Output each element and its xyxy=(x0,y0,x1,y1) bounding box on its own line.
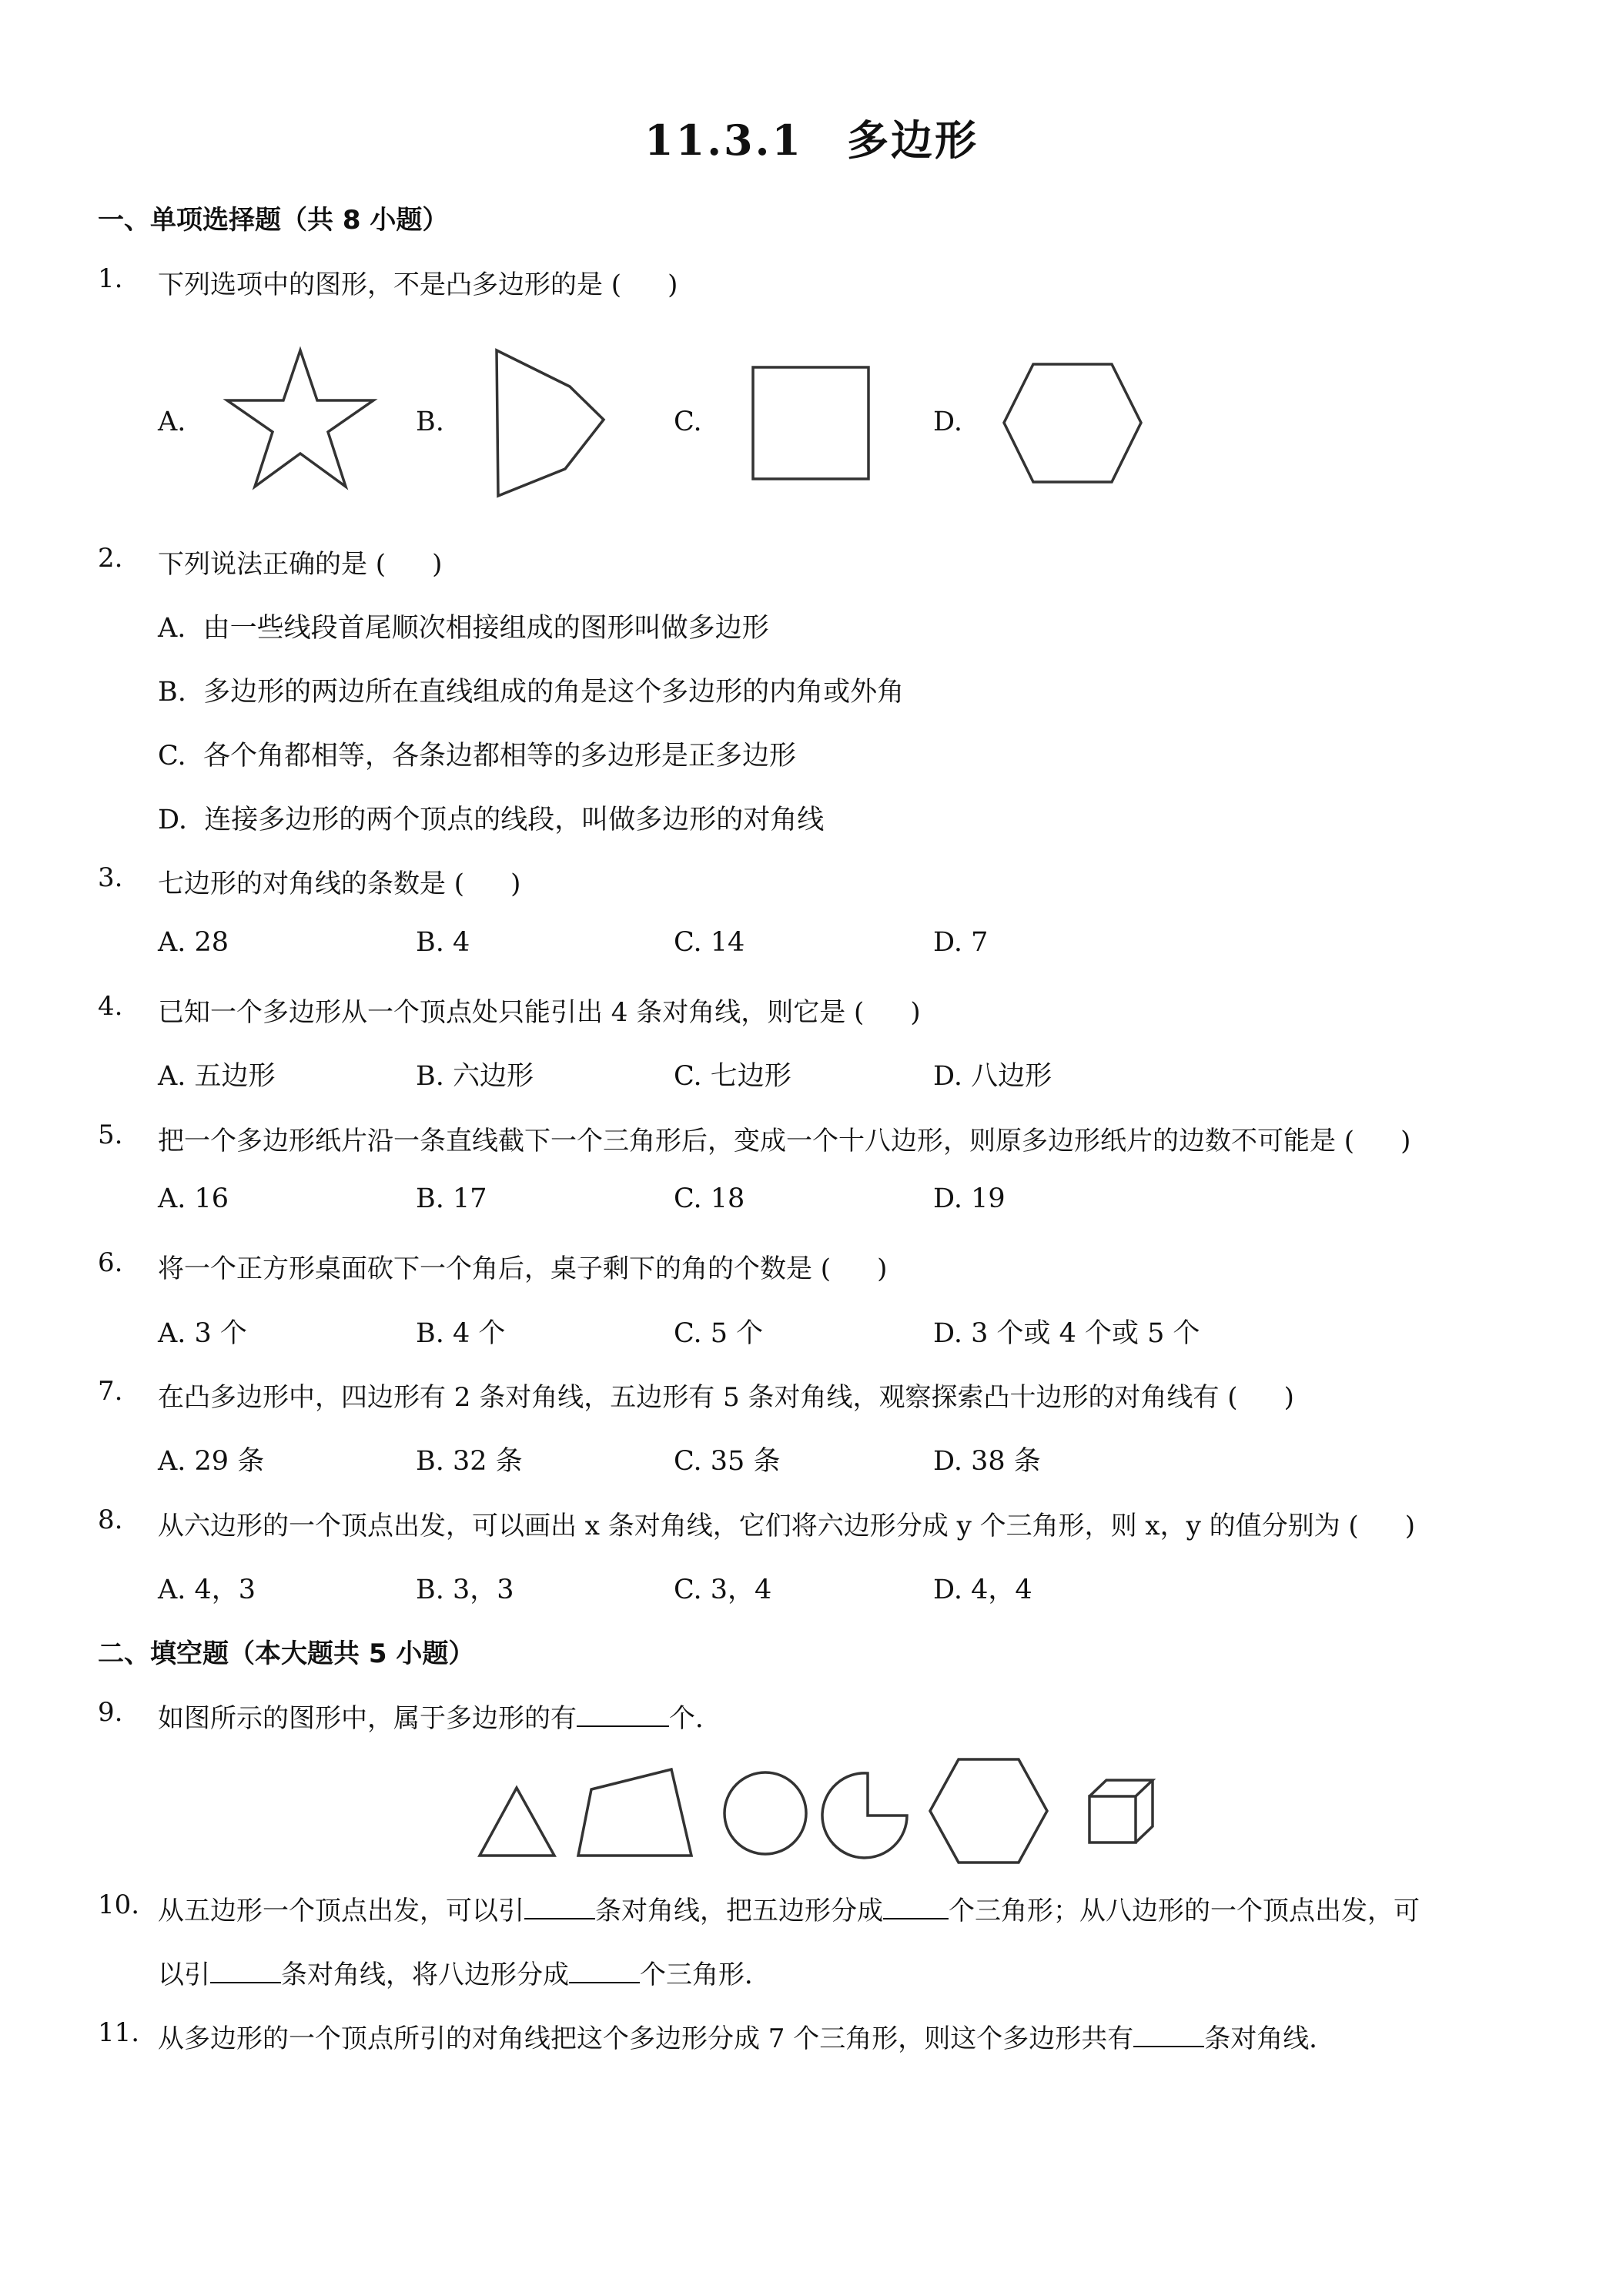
option-c[interactable]: C. 七边形 xyxy=(674,1061,791,1092)
option-d[interactable]: D. 八边形 xyxy=(933,1061,1052,1092)
option-a[interactable]: A. 16 xyxy=(158,1183,229,1214)
section-heading-choice: 一、单项选择题（共 8 小题） xyxy=(98,205,449,236)
option-a[interactable]: A. 五边形 xyxy=(158,1061,276,1092)
option-b[interactable]: B. 32 条 xyxy=(416,1446,523,1477)
option-d[interactable]: D. 连接多边形的两个顶点的线段，叫做多边形的对角线 xyxy=(158,805,825,835)
option-d[interactable]: D. 38 条 xyxy=(933,1446,1041,1477)
page-title: 11.3.1 多边形 xyxy=(644,115,979,165)
option-a[interactable]: A. 29 条 xyxy=(158,1446,265,1477)
option-b[interactable]: B. 17 xyxy=(416,1183,487,1214)
question-number: 3. xyxy=(98,862,123,893)
question-number: 11. xyxy=(98,2017,140,2048)
answer-blank[interactable] xyxy=(524,1917,595,1919)
question-text: 如图所示的图形中，属于多边形的有 个． xyxy=(158,1703,721,1734)
question-text: 在凸多边形中，四边形有 2 条对角线，五边形有 5 条对角线，观察探索凸十边形的对角线有 ( ) xyxy=(158,1382,1294,1413)
question-number: 9. xyxy=(98,1697,123,1728)
question-text-line2: 以引 条对角线，将八边形分成 个三角形． xyxy=(158,1960,771,1990)
option-d[interactable]: D. 4，4 xyxy=(933,1575,1032,1605)
option-d[interactable]: D. 19 xyxy=(933,1183,1006,1214)
question-number: 1. xyxy=(98,263,123,294)
question-number: 6. xyxy=(98,1247,123,1278)
question-number: 2. xyxy=(98,543,123,574)
question-number: 8. xyxy=(98,1504,123,1535)
option-a[interactable]: A. 由一些线段首尾顺次相接组成的图形叫做多边形 xyxy=(158,613,769,644)
option-c[interactable]: C. xyxy=(674,407,702,437)
option-c[interactable]: C. 18 xyxy=(674,1183,745,1214)
option-b[interactable]: B. 六边形 xyxy=(416,1061,534,1092)
option-d[interactable]: D. 7 xyxy=(933,927,989,958)
option-b[interactable]: B. 4 个 xyxy=(416,1318,506,1349)
question-text: 从多边形的一个顶点所引的对角线把这个多边形分成 7 个三角形，则这个多边形共有 条对角线． xyxy=(158,2023,1336,2054)
sector-shape xyxy=(822,1773,907,1858)
question-text: 七边形的对角线的条数是 ( ) xyxy=(158,869,521,899)
option-c[interactable]: C. 14 xyxy=(674,927,745,958)
option-a[interactable]: A. 3 个 xyxy=(158,1318,247,1349)
question-text: 将一个正方形桌面砍下一个角后，桌子剩下的角的个数是 ( ) xyxy=(158,1253,888,1284)
quadrilateral-shape xyxy=(578,1769,691,1856)
section-heading-fill: 二、填空题（本大题共 5 小题） xyxy=(98,1638,475,1669)
option-b[interactable]: B. 4 xyxy=(416,927,470,958)
answer-blank[interactable] xyxy=(210,1981,281,1983)
option-d[interactable]: D. 3 个或 4 个或 5 个 xyxy=(933,1318,1200,1349)
question-number: 7. xyxy=(98,1376,123,1407)
hexagon-shape xyxy=(930,1759,1047,1863)
question-text: 从六边形的一个顶点出发，可以画出 x 条对角线，它们将六边形分成 y 个三角形，则 x，y 的值分别为 ( ) xyxy=(158,1511,1415,1541)
question-number: 4. xyxy=(98,991,123,1022)
option-c[interactable]: C. 5 个 xyxy=(674,1318,764,1349)
question-text: 已知一个多边形从一个顶点处只能引出 4 条对角线，则它是 ( ) xyxy=(158,997,921,1028)
option-c[interactable]: C. 各个角都相等，各条边都相等的多边形是正多边形 xyxy=(158,741,796,771)
option-b[interactable]: B. 3，3 xyxy=(416,1575,514,1605)
option-b[interactable]: B. 多边形的两边所在直线组成的角是这个多边形的内角或外角 xyxy=(158,677,905,708)
answer-blank[interactable] xyxy=(883,1917,949,1919)
circle-shape xyxy=(724,1772,806,1854)
option-c[interactable]: C. 35 条 xyxy=(674,1446,781,1477)
answer-blank[interactable] xyxy=(569,1981,640,1983)
answer-blank[interactable] xyxy=(1133,2045,1204,2047)
question-text: 下列选项中的图形，不是凸多边形的是 ( ) xyxy=(158,269,678,300)
option-a[interactable]: A. xyxy=(158,407,186,437)
question-number: 10. xyxy=(98,1889,140,1920)
question-text: 下列说法正确的是 ( ) xyxy=(158,549,443,580)
option-b[interactable]: B. xyxy=(416,407,444,437)
option-c[interactable]: C. 3，4 xyxy=(674,1575,772,1605)
question-number: 5. xyxy=(98,1120,123,1150)
option-a[interactable]: A. 4，3 xyxy=(158,1575,256,1605)
option-d[interactable]: D. xyxy=(933,407,962,437)
triangle-shape xyxy=(480,1788,554,1856)
option-a[interactable]: A. 28 xyxy=(158,927,229,958)
question-text: 从五边形一个顶点出发，可以引 条对角线，把五边形分成 个三角形；从八边形的一个顶点出发，可 xyxy=(158,1896,1420,1926)
question-text: 把一个多边形纸片沿一条直线截下一个三角形后，变成一个十八边形，则原多边形纸片的边数不可能是 ( ) xyxy=(158,1126,1411,1156)
cube-shape xyxy=(1089,1780,1153,1842)
